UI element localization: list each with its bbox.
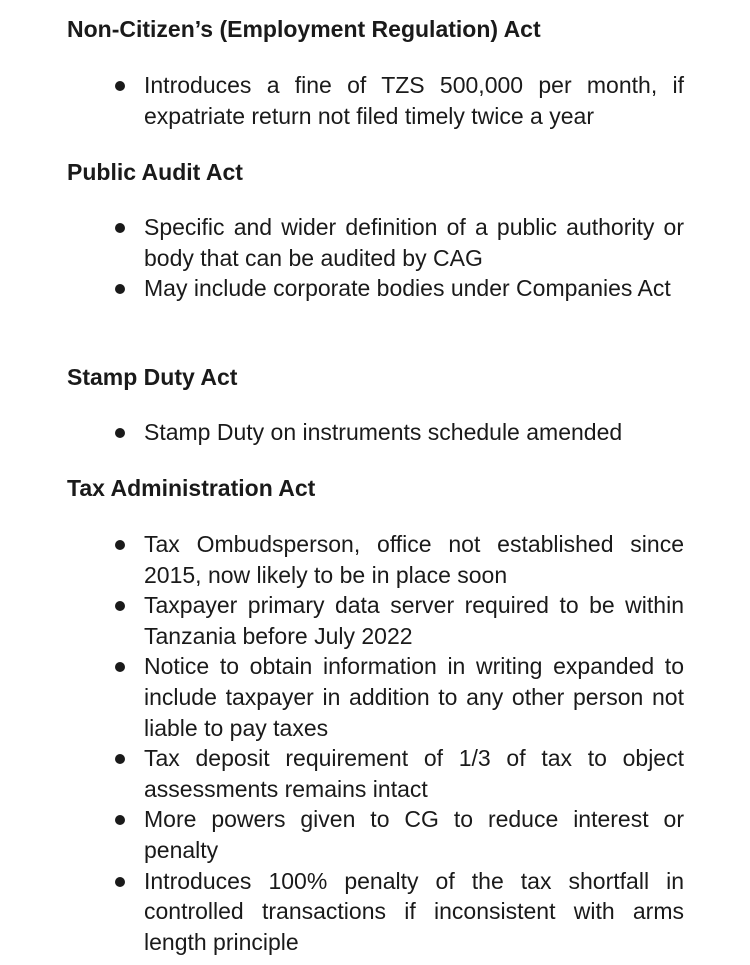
section-heading-tax-administration-act: Tax Administration Act <box>67 475 316 501</box>
bullet-point-icon <box>115 540 125 550</box>
bullet-list-stamp-duty-act <box>0 417 684 448</box>
bullet-item <box>144 804 684 865</box>
bullet-list-tax-administration-act <box>0 529 684 957</box>
bullet-text: Taxpayer primary data server required to be within Tanzania before July 2022 <box>144 592 684 649</box>
bullet-text: Introduces 100% penalty of the tax shortfall in controlled transactions if inconsistent with arms length principle <box>144 867 684 955</box>
bullet-text: Notice to obtain information in writing expanded to include taxpayer in addition to any other person not liable to pay taxes <box>144 653 684 741</box>
bullet-text: May include corporate bodies under Companies Act <box>144 275 671 302</box>
bullet-point-icon <box>115 662 125 672</box>
bullet-item <box>144 212 684 273</box>
bullet-text: More powers given to CG to reduce interest or penalty <box>144 806 684 863</box>
bullet-item <box>144 651 684 743</box>
bullet-text: Stamp Duty on instruments schedule amended <box>144 419 623 445</box>
section-heading-stamp-duty-act: Stamp Duty Act <box>67 364 238 390</box>
bullet-list-public-audit-act <box>0 212 684 304</box>
bullet-text: Tax Ombudsperson, office not established since 2015, now likely to be in place soon <box>144 531 684 588</box>
bullet-point-icon <box>115 877 125 887</box>
bullet-text: Tax deposit requirement of 1/3 of tax to object assessments remains intact <box>144 745 684 802</box>
bullet-point-icon <box>115 223 125 233</box>
bullet-text: Introduces a fine of TZS 500,000 per month, if expatriate return not filed timely twice a year <box>144 72 684 129</box>
bullet-point-icon <box>115 428 125 438</box>
bullet-item <box>144 590 684 651</box>
bullet-item <box>144 70 684 131</box>
bullet-item <box>144 529 684 590</box>
bullet-item <box>144 866 684 958</box>
bullet-text: Specific and wider definition of a public authority or body that can be audited by CAG <box>144 214 684 271</box>
bullet-point-icon <box>115 754 125 764</box>
bullet-point-icon <box>115 601 125 611</box>
bullet-point-icon <box>115 81 125 91</box>
bullet-list-non-citizens-employment-act <box>0 70 684 131</box>
bullet-point-icon <box>115 815 125 825</box>
section-heading-public-audit-act: Public Audit Act <box>67 159 243 185</box>
bullet-point-icon <box>115 284 125 294</box>
bullet-item <box>144 743 684 804</box>
bullet-item <box>144 417 684 448</box>
section-heading-non-citizens-employment-act: Non-Citizen’s (Employment Regulation) Act <box>67 16 541 42</box>
bullet-item <box>144 273 684 304</box>
